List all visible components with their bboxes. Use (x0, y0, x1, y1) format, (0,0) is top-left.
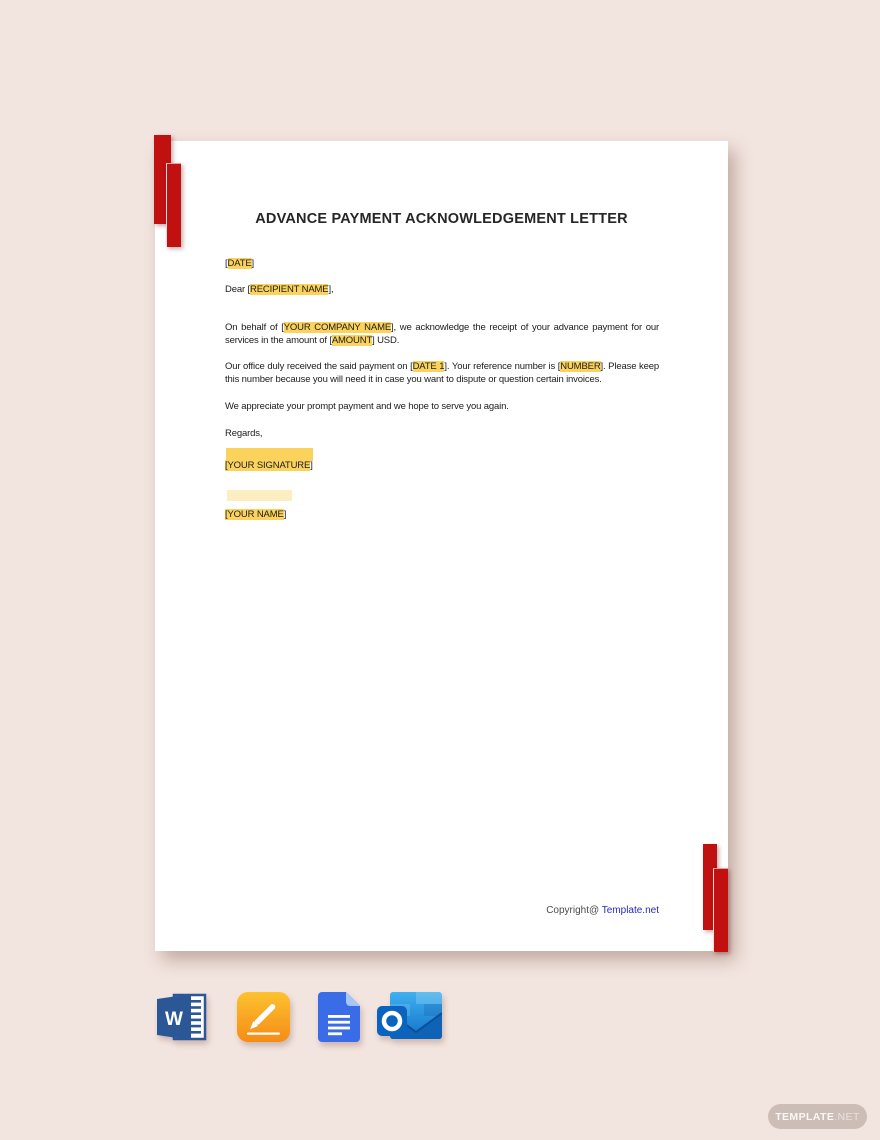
letter-date-line (225, 257, 659, 270)
text-segment: ] (251, 258, 255, 269)
letter-salutation (225, 283, 659, 296)
letter-paragraph-1 (225, 321, 659, 347)
copyright-line (546, 905, 659, 916)
pages-icon-graphic (237, 992, 290, 1042)
text-segment: ], (328, 284, 334, 295)
text-segment: Dear [ (225, 284, 250, 295)
google-docs-icon[interactable] (318, 992, 360, 1042)
name-highlight-block (227, 490, 292, 501)
placeholder-recipient-name: RECIPIENT NAME (249, 284, 329, 295)
text-segment: ] (310, 460, 313, 471)
placeholder-signature: [YOUR SIGNATURE (225, 460, 311, 471)
placeholder-date: DATE (227, 258, 252, 269)
microsoft-word-icon[interactable] (155, 992, 207, 1042)
red-accent-bar-top-left-front (166, 163, 181, 247)
letter-closing: Regards, (225, 428, 263, 439)
text-segment: ] USD. (372, 335, 400, 346)
watermark-rest-text: .NET (834, 1110, 860, 1123)
text-segment: ]. Please keep this number because you will need it in case you want to dispute or question certain invoices. (225, 361, 659, 385)
text-segment: On behalf of [ (225, 322, 284, 333)
placeholder-name: [YOUR NAME (225, 509, 284, 520)
letter-paragraph-3: We appreciate your prompt payment and we hope to serve you again. (225, 401, 509, 412)
document-page (155, 141, 728, 951)
template-net-watermark (768, 1104, 867, 1129)
letter-title: ADVANCE PAYMENT ACKNOWLEDGEMENT LETTER (255, 211, 628, 227)
placeholder-company-name: YOUR COMPANY NAME (283, 322, 392, 333)
svg-text:W: W (165, 1009, 183, 1030)
letter-signature-line (225, 459, 659, 472)
template-net-link[interactable]: Template.net (601, 905, 659, 916)
placeholder-amount: AMOUNT (331, 335, 373, 346)
text-segment: ], we acknowledge the receipt of your advance payment for our services in the amount of [ (225, 322, 660, 346)
text-segment: Our office duly received the said payment on [ (225, 361, 413, 372)
outlook-icon-graphic (377, 992, 442, 1042)
placeholder-reference-number: NUMBER (560, 361, 601, 372)
text-segment: ]. Your reference number is [ (444, 361, 561, 372)
red-accent-bar-bottom-right-front (713, 868, 728, 952)
text-segment: [ (225, 258, 228, 269)
microsoft-outlook-icon[interactable] (377, 992, 442, 1042)
watermark-bold-text: TEMPLATE (775, 1110, 835, 1123)
apple-pages-icon[interactable] (237, 992, 290, 1042)
word-icon-graphic (155, 992, 207, 1042)
docs-icon-graphic (318, 992, 360, 1042)
text-segment: ] (283, 509, 287, 520)
placeholder-date-1: DATE 1 (412, 361, 445, 372)
copyright-text: Copyright@ (546, 905, 602, 916)
letter-name-line (225, 508, 659, 521)
letter-paragraph-2 (225, 360, 659, 386)
